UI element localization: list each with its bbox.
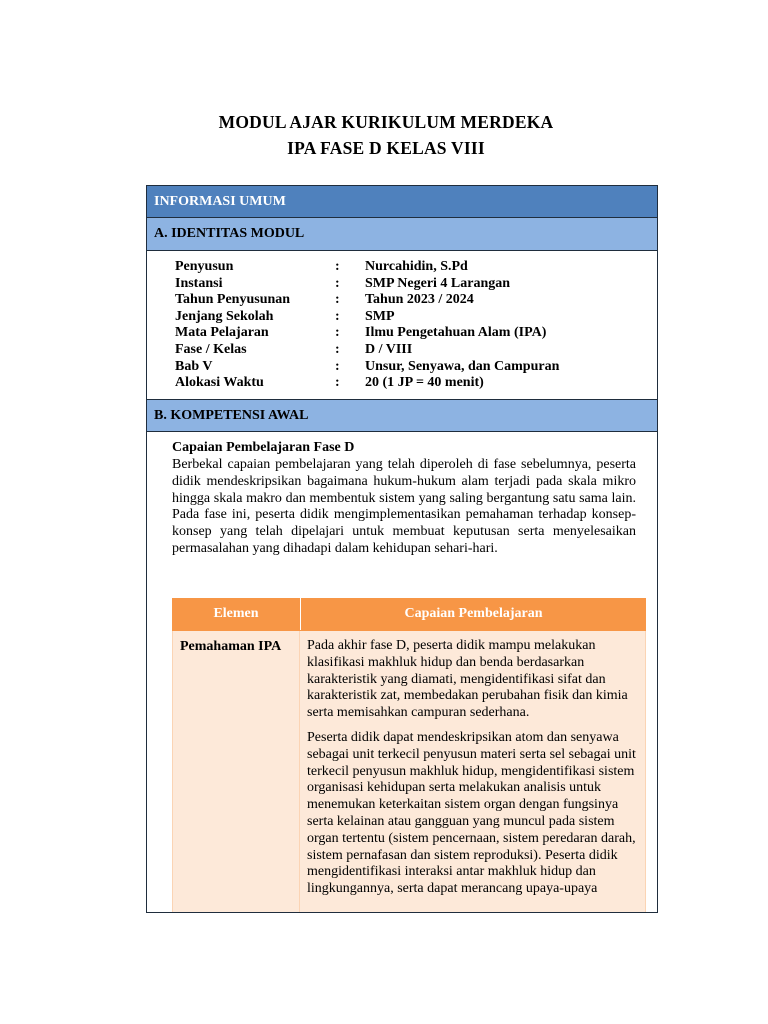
identitas-row (175, 359, 559, 376)
identitas-value: SMP Negeri 4 Larangan (365, 275, 511, 291)
identitas-label: Bab V (175, 358, 213, 374)
capaian-pembelajaran-text: Berbekal capaian pembelajaran yang telah diperoleh di fase sebelumnya, peserta didik mendeskripsikan bagaimana hukum-hukum alam terjadi pada skala mikro hingga skala makro dan membentuk sistem yang saling bergantung satu sama lain. Pada fase ini, peserta didik mengimplementasikan pemahaman terhadap konsep-konsep yang telah dipelajari untuk membuat keputusan serta menyelesaikan permasalahan yang dihadapi dalam kehidupan sehari-hari. (172, 457, 636, 556)
identitas-label: Penyusun (175, 259, 234, 274)
elemen-cell: Pemahaman IPA (173, 631, 300, 913)
column-header-capaian: Capaian Pembelajaran (404, 606, 543, 621)
identitas-colon: : (335, 375, 340, 391)
capaian-pembelajaran-title: Capaian Pembelajaran Fase D (172, 440, 355, 455)
capaian-table (172, 598, 646, 913)
identitas-label: Mata Pelajaran (175, 325, 269, 341)
title-line-1: MODUL AJAR KURIKULUM MERDEKA (218, 112, 554, 132)
identitas-label: Alokasi Waktu (175, 375, 264, 391)
identitas-modul-header: A. IDENTITAS MODUL (147, 218, 657, 251)
informasi-umum-header: INFORMASI UMUM (147, 186, 657, 218)
capaian-paragraph-2: Peserta didik dapat mendeskripsikan atom dan senyawa sebagai unit terkecil penyusun materi serta sel sebagai unit terkecil penyusun makhluk hidup, mengidentifikasi sistem organisasi kehidupan serta melakukan analisis untuk menemukan keterkaitan sistem organ dengan fungsinya serta kelainan atau gangguan yang muncul pada sistem organ tertentu (sistem pencernaan, sistem peredaran darah, sistem pernafasan dan sistem reproduksi). Peserta didik mengidentifikasi interaksi antar makhluk hidup dan lingkungannya, serta dapat merancang upaya-upaya (307, 729, 636, 897)
identitas-colon: : (335, 275, 340, 291)
capaian-cell (300, 631, 645, 913)
capaian-paragraph-1: Pada akhir fase D, peserta didik mampu melakukan klasifikasi makhluk hidup dan benda berdasarkan karakteristik yang diamati, mengidentifikasi sifat dan karakteristik zat, membedakan perubahan fisik dan kimia serta memisahkan campuran sederhana. (307, 638, 628, 721)
identitas-row (175, 276, 559, 293)
identitas-value: Tahun 2023 / 2024 (365, 292, 474, 308)
module-frame (146, 185, 658, 913)
identitas-list (175, 259, 559, 392)
identitas-colon: : (335, 259, 340, 274)
column-header-elemen: Elemen (172, 598, 301, 630)
identitas-colon: : (335, 358, 340, 374)
identitas-value: Nurcahidin, S.Pd (365, 259, 468, 274)
identitas-row (175, 325, 559, 342)
capaian-table-header (172, 598, 646, 631)
identitas-row (175, 309, 559, 326)
identitas-colon: : (335, 292, 340, 308)
identitas-value: 20 (1 JP = 40 menit) (365, 375, 484, 391)
identitas-label: Tahun Penyusunan (175, 292, 291, 308)
identitas-row (175, 342, 559, 359)
identitas-value: D / VIII (365, 341, 413, 357)
identitas-value: Unsur, Senyawa, dan Campuran (365, 358, 560, 374)
table-row (172, 631, 646, 913)
identitas-colon: : (335, 341, 340, 357)
identitas-colon: : (335, 325, 340, 341)
identitas-row (175, 259, 559, 276)
kompetensi-awal-header: B. KOMPETENSI AWAL (147, 399, 657, 432)
identitas-row (175, 375, 559, 392)
identitas-label: Instansi (175, 275, 223, 291)
identitas-colon: : (335, 308, 340, 324)
identitas-label: Fase / Kelas (175, 341, 247, 357)
title-line-2: IPA FASE D KELAS VIII (287, 138, 485, 158)
identitas-row (175, 292, 559, 309)
identitas-value: SMP (365, 308, 395, 324)
identitas-label: Jenjang Sekolah (175, 308, 274, 324)
identitas-value: Ilmu Pengetahuan Alam (IPA) (365, 325, 547, 341)
